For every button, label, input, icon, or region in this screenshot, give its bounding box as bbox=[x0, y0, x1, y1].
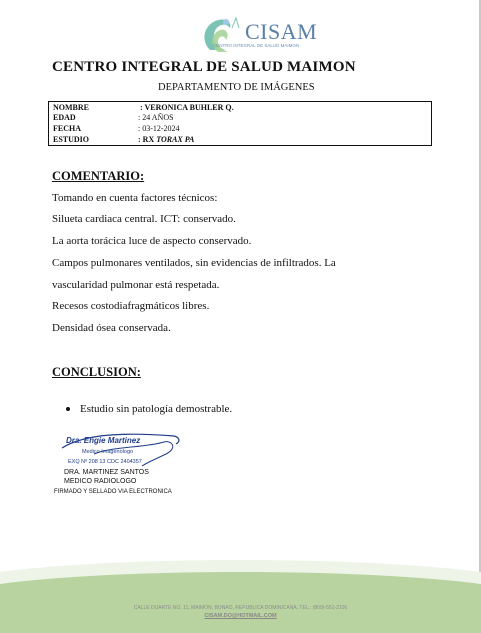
department-title: DEPARTAMENTO DE IMÁGENES bbox=[158, 82, 315, 93]
conclusion-heading: CONCLUSION: bbox=[52, 365, 141, 379]
comment-line: vascularidad pulmonar está respetada. bbox=[52, 279, 220, 291]
comment-line: Campos pulmonares ventilados, sin evidencias de infiltrados. La bbox=[52, 257, 336, 269]
signature-stamp bbox=[54, 428, 189, 468]
value-estudio bbox=[138, 135, 194, 144]
stamp-exq: EXQ Nº 208 13 CDC 2404357 bbox=[68, 459, 142, 465]
comment-line: Silueta cardiaca central. ICT: conservado. bbox=[52, 213, 236, 225]
value-edad: : 24 AÑOS bbox=[138, 113, 174, 122]
page-title: CENTRO INTEGRAL DE SALUD MAIMON bbox=[52, 59, 356, 75]
label-estudio: ESTUDIO bbox=[53, 135, 90, 144]
signer-name: DRA. MARTINEZ SANTOS bbox=[64, 469, 149, 476]
comment-line: Recesos costodiafragmáticos libres. bbox=[52, 300, 210, 312]
stamp-name: Dra. Engie Martinez bbox=[66, 436, 141, 445]
patient-info-box bbox=[48, 101, 432, 146]
conclusion-item: Estudio sin patología demostrable. bbox=[80, 403, 233, 415]
value-estudio-prefix: : RX bbox=[138, 135, 155, 144]
logo-subtitle: CENTRO INTEGRAL DE SALUD MAIMON bbox=[213, 43, 300, 48]
signature-note: FIRMADO Y SELLADO VIA ELECTRONICA bbox=[54, 489, 172, 495]
footer-wave bbox=[0, 560, 481, 633]
label-edad: EDAD bbox=[53, 113, 76, 122]
comment-heading: COMENTARIO: bbox=[52, 169, 145, 183]
value-nombre: : VERONICA BUHLER Q. bbox=[140, 103, 234, 112]
footer-address: CALLE DUARTE NO. 11, MAIMÓN, BONAO, REPUBLICA DOMINICANA, TEL.: (809)-551-2106 bbox=[133, 605, 348, 611]
comment-line: Tomando en cuenta factores técnicos: bbox=[52, 192, 218, 204]
comment-line: Densidad ósea conservada. bbox=[52, 322, 171, 334]
value-fecha: : 03-12-2024 bbox=[138, 124, 180, 133]
signer-role: MEDICO RADIOLOGO bbox=[64, 478, 137, 485]
logo-wordmark: CISAM bbox=[245, 19, 318, 44]
label-fecha: FECHA bbox=[53, 124, 81, 133]
stamp-role: Medico Imagenologo bbox=[82, 449, 134, 455]
footer-email-link[interactable]: CISAM.DO@HOTMAIL.COM bbox=[204, 613, 277, 619]
label-nombre: NOMBRE bbox=[53, 103, 89, 112]
value-estudio-study: TORAX PA bbox=[156, 135, 195, 144]
comment-line: La aorta torácica luce de aspecto conservado. bbox=[52, 235, 252, 247]
bullet-icon bbox=[66, 407, 70, 411]
